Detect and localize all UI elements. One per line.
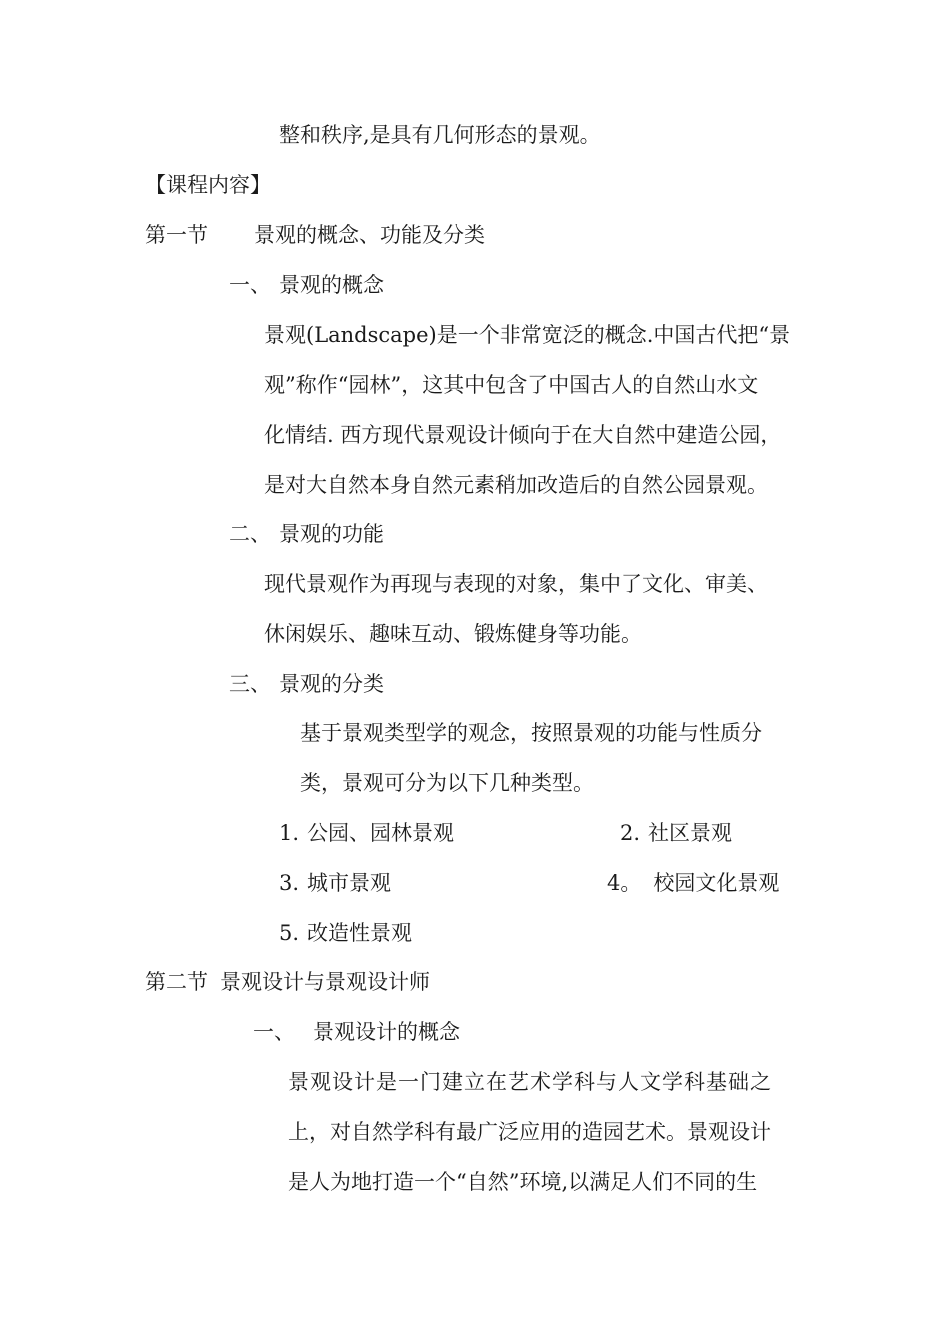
- list-item: [620, 823, 732, 844]
- subsection-1-2-title: 景观的功能: [279, 522, 384, 546]
- list-item-label: 城市景观: [307, 871, 392, 895]
- list-item: [607, 873, 779, 894]
- paragraph-line: 观”称作“园林”，这其中包含了中国古人的自然山水文: [264, 373, 759, 397]
- list-item: [279, 823, 454, 844]
- paragraph-line: 景观(Landscape)是一个非常宽泛的概念.中国古代把“景: [264, 323, 791, 347]
- paragraph-line: 是对大自然本身自然元素稍加改造后的自然公园景观。: [264, 473, 768, 497]
- subsection-2-1-title: 景观设计的概念: [313, 1020, 460, 1044]
- paragraph-line: 景观设计是一门建立在艺术学科与人文学科基础之: [288, 1070, 772, 1094]
- subsection-1-2-number: 二、: [229, 522, 271, 546]
- section-1-title: 景观的概念、功能及分类: [254, 223, 485, 247]
- subsection-1-1-heading: [229, 275, 384, 296]
- course-content-heading: 【课程内容】: [145, 173, 271, 197]
- subsection-1-1-number: 一、: [229, 273, 271, 297]
- section-2-number: 第二节: [145, 970, 208, 994]
- list-item-label: 公园、园林景观: [307, 821, 455, 845]
- paragraph-line: 现代景观作为再现与表现的对象，集中了文化、审美、: [264, 572, 768, 596]
- paragraph-line: 休闲娱乐、趣味互动、锻炼健身等功能。: [264, 622, 642, 646]
- subsection-1-3-title: 景观的分类: [279, 672, 384, 696]
- list-item-label: 改造性景观: [307, 921, 413, 945]
- paragraph-line: 类，景观可分为以下几种类型。: [300, 771, 594, 795]
- list-item-number: 4。: [607, 871, 642, 895]
- paragraph-line: 是人为地打造一个“自然”环境,以满足人们不同的生: [288, 1170, 758, 1194]
- list-item-label: 社区景观: [648, 821, 733, 845]
- subsection-1-3-number: 三、: [229, 672, 271, 696]
- list-item: [279, 873, 391, 894]
- section-1-number: 第一节: [145, 223, 208, 247]
- list-item-number: 2.: [620, 821, 641, 845]
- subsection-1-2-heading: [229, 524, 384, 545]
- list-item-number: 5.: [279, 921, 300, 945]
- paragraph-line: 化情结. 西方现代景观设计倾向于在大自然中建造公园，: [264, 423, 782, 447]
- section-1-heading: [145, 225, 485, 246]
- subsection-2-1-number: 一、: [253, 1020, 295, 1044]
- list-item-number: 3.: [279, 871, 300, 895]
- paragraph-line: 基于景观类型学的观念，按照景观的功能与性质分: [300, 721, 762, 745]
- subsection-1-1-title: 景观的概念: [279, 273, 384, 297]
- section-2-title: 景观设计与景观设计师: [220, 970, 430, 994]
- list-item-label: 校园文化景观: [653, 871, 780, 895]
- subsection-2-1-heading: [253, 1022, 460, 1043]
- section-2-heading: [145, 972, 430, 993]
- subsection-1-3-heading: [229, 674, 384, 695]
- list-item-number: 1.: [279, 821, 300, 845]
- paragraph-line: 上，对自然学科有最广泛应用的造园艺术。景观设计: [288, 1120, 771, 1144]
- continuation-text: 整和秩序,是具有几何形态的景观。: [279, 123, 601, 147]
- list-item: [279, 923, 412, 944]
